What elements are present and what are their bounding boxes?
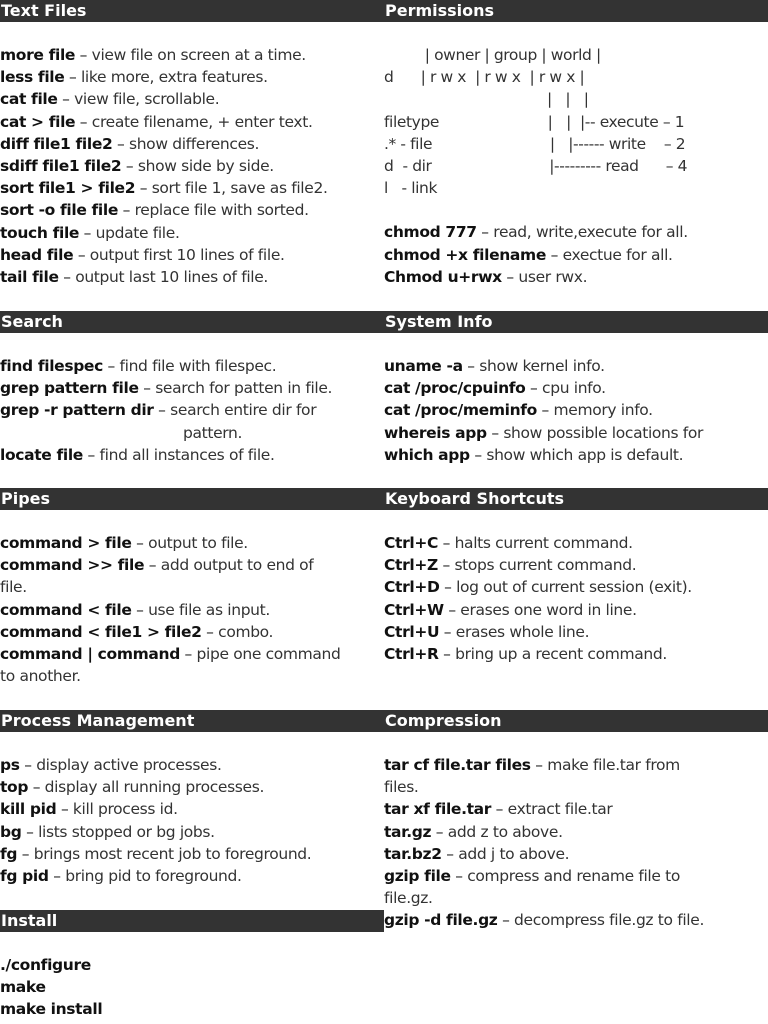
- command-description: sort file 1, save as file2.: [151, 179, 328, 198]
- command-text: tar.bz2: [384, 844, 442, 863]
- permissions-diagram-line: .* - file | |------ write – 2: [384, 134, 686, 153]
- separator-dash: –: [158, 401, 166, 420]
- command-text: command < file1 > file2: [0, 622, 202, 641]
- command-text: make install: [0, 1000, 103, 1019]
- separator-dash: –: [122, 201, 130, 220]
- command-text: fg pid: [0, 867, 49, 886]
- keyboard-shortcuts-list: [384, 510, 768, 665]
- separator-dash: –: [79, 112, 88, 131]
- section-title-text-files: Text Files: [0, 0, 384, 22]
- section-title-install: Install: [0, 910, 384, 932]
- separator-dash: –: [474, 445, 482, 464]
- command-description: find file with filespec.: [119, 357, 277, 375]
- command-text: uname -a: [384, 357, 463, 375]
- command-line: [384, 865, 768, 887]
- command-description: update file.: [95, 223, 180, 242]
- command-text: sdiff file1 file2: [0, 157, 122, 176]
- command-description: exectue for all.: [562, 245, 673, 264]
- command-line: [0, 821, 384, 843]
- separator-dash: –: [442, 556, 450, 575]
- command-text: ps: [0, 756, 20, 774]
- command-text: grep pattern file: [0, 379, 139, 398]
- permissions-diagram-line: | owner | group | world |: [384, 46, 601, 64]
- section-title-search: Search: [0, 311, 384, 333]
- command-line: [0, 377, 384, 399]
- command-text: tar xf file.tar: [384, 800, 492, 819]
- command-description: memory info.: [553, 401, 653, 420]
- section-title-process-management: Process Management: [0, 710, 384, 732]
- command-line: [384, 821, 768, 843]
- command-description: combo.: [218, 622, 274, 641]
- command-text: tar cf file.tar files: [384, 756, 531, 774]
- separator-dash: –: [495, 800, 504, 819]
- command-line: [384, 754, 768, 776]
- command-text: kill pid: [0, 800, 57, 819]
- command-line: [384, 355, 768, 377]
- command-line: [0, 266, 384, 288]
- separator-dash: –: [535, 756, 543, 774]
- command-description: stops current command.: [454, 556, 637, 575]
- command-line: [384, 621, 768, 643]
- separator-dash: –: [136, 600, 144, 619]
- separator-dash: –: [139, 179, 148, 198]
- separator-dash: –: [53, 867, 61, 886]
- command-line: [0, 754, 384, 776]
- separator-dash: –: [481, 223, 489, 242]
- separator-dash: –: [136, 534, 144, 552]
- command-text: tail file: [0, 268, 59, 287]
- section-process-management: [0, 710, 384, 887]
- command-text: diff file1 file2: [0, 134, 113, 153]
- separator-dash: –: [455, 867, 463, 886]
- command-text: cat > file: [0, 112, 76, 131]
- command-description: cpu info.: [542, 379, 606, 398]
- command-text: head file: [0, 245, 74, 264]
- separator-dash: –: [32, 778, 41, 797]
- command-text: Ctrl+Z: [384, 556, 438, 575]
- command-line: [0, 111, 384, 133]
- command-text: find filespec: [0, 357, 103, 375]
- section-keyboard-shortcuts: [384, 488, 768, 665]
- command-description: compress and rename file to: [467, 867, 680, 886]
- separator-dash: –: [83, 223, 92, 242]
- command-description: like more, extra features.: [80, 68, 268, 87]
- command-line: [0, 532, 384, 554]
- command-text: Ctrl+R: [384, 645, 439, 664]
- command-line: [0, 976, 384, 998]
- command-text: sort -o file file: [0, 201, 119, 220]
- command-description: output first 10 lines of file.: [89, 245, 285, 264]
- command-text: bg: [0, 822, 22, 841]
- command-line: [384, 399, 768, 421]
- command-description: lists stopped or bg jobs.: [38, 822, 215, 841]
- section-text-files: [0, 0, 384, 288]
- separator-dash: –: [502, 911, 510, 930]
- command-description: erases whole line.: [455, 622, 590, 641]
- separator-dash: –: [491, 423, 499, 442]
- command-description: bring pid to foreground.: [65, 867, 242, 886]
- command-description: output to file.: [148, 534, 248, 552]
- command-line: [0, 554, 384, 576]
- command-description: add z to above.: [447, 822, 563, 841]
- separator-dash: –: [117, 134, 125, 153]
- command-text: whereis app: [384, 423, 487, 442]
- separator-dash: –: [24, 756, 32, 774]
- command-description: kill process id.: [72, 800, 178, 819]
- command-description: view file, scrollable.: [74, 90, 220, 109]
- section-system-info: [384, 311, 768, 466]
- command-line: [0, 244, 384, 266]
- search-list: [0, 333, 384, 466]
- command-description-continued: file.gz.: [384, 889, 433, 908]
- command-text: command | command: [0, 645, 180, 664]
- command-description: erases one word in line.: [460, 600, 637, 619]
- command-text: command > file: [0, 534, 132, 552]
- system-info-list: [384, 333, 768, 466]
- command-description: show differences.: [128, 134, 260, 153]
- command-line: [384, 444, 768, 466]
- command-description: halts current command.: [454, 534, 633, 552]
- command-text: cat /proc/cpuinfo: [384, 379, 526, 398]
- command-line: [384, 244, 768, 266]
- command-description: show side by side.: [137, 157, 274, 176]
- section-compression: [384, 710, 768, 932]
- command-text: more file: [0, 46, 76, 64]
- separator-dash: –: [442, 534, 450, 552]
- command-line: [0, 643, 384, 665]
- command-text: less file: [0, 68, 65, 87]
- section-title-keyboard-shortcuts: Keyboard Shortcuts: [384, 488, 768, 510]
- separator-dash: –: [125, 157, 134, 176]
- command-text: command < file: [0, 600, 132, 619]
- command-description: search for patten in file.: [155, 379, 333, 398]
- command-description: show which app is default.: [486, 445, 684, 464]
- command-line: [384, 599, 768, 621]
- command-description-continued: to another.: [0, 667, 81, 686]
- separator-dash: –: [443, 622, 452, 641]
- command-line: [384, 554, 768, 576]
- command-description-continued: file.: [0, 578, 27, 597]
- section-title-permissions: Permissions: [384, 0, 768, 22]
- command-description: output last 10 lines of file.: [75, 268, 268, 287]
- command-text: chmod +x filename: [384, 245, 546, 264]
- separator-dash: –: [77, 245, 86, 264]
- command-description: replace file with sorted.: [134, 201, 309, 220]
- command-description: create filename, + enter text.: [91, 112, 313, 131]
- separator-dash: –: [143, 379, 151, 398]
- command-line: [0, 865, 384, 887]
- command-description-continued: files.: [384, 778, 419, 797]
- command-line: [0, 44, 384, 66]
- command-text: command >> file: [0, 556, 145, 575]
- command-line: [0, 599, 384, 621]
- command-text: grep -r pattern dir: [0, 401, 154, 420]
- section-search: [0, 311, 384, 466]
- separator-dash: –: [448, 600, 456, 619]
- section-title-system-info: System Info: [384, 311, 768, 333]
- command-text: Ctrl+D: [384, 578, 440, 597]
- permissions-diagram-line: l - link: [384, 179, 438, 198]
- command-line: [384, 909, 768, 931]
- command-description: add j to above.: [458, 844, 570, 863]
- command-text: top: [0, 778, 29, 797]
- command-line: [0, 776, 384, 798]
- command-line: [384, 422, 768, 444]
- command-line: [384, 266, 768, 288]
- command-description: decompress file.gz to file.: [514, 911, 705, 930]
- separator-dash: –: [148, 556, 157, 575]
- permissions-diagram-line: filetype | | |-- execute – 1: [384, 112, 685, 131]
- separator-dash: –: [62, 90, 70, 109]
- command-description: show kernel info.: [479, 357, 605, 375]
- command-line: [384, 576, 768, 598]
- command-description: user rwx.: [518, 267, 588, 286]
- command-text: tar.gz: [384, 822, 432, 841]
- section-title-compression: Compression: [384, 710, 768, 732]
- command-description: find all instances of file.: [99, 445, 275, 464]
- separator-dash: –: [60, 800, 69, 819]
- separator-dash: –: [530, 379, 538, 398]
- separator-dash: –: [68, 68, 77, 87]
- command-line: [0, 222, 384, 244]
- command-text: fg: [0, 844, 18, 863]
- command-text: which app: [384, 445, 470, 464]
- separator-dash: –: [444, 578, 452, 597]
- command-description: use file as input.: [148, 600, 270, 619]
- command-text: Ctrl+C: [384, 534, 439, 552]
- separator-dash: –: [541, 401, 549, 420]
- separator-dash: –: [550, 245, 558, 264]
- separator-dash: –: [467, 357, 475, 375]
- permissions-list: [384, 199, 768, 288]
- separator-dash: –: [506, 267, 514, 286]
- command-description: extract file.tar: [507, 800, 613, 819]
- command-description: search entire dir for: [170, 401, 317, 420]
- command-description: display active processes.: [36, 756, 222, 774]
- command-line: [384, 643, 768, 665]
- command-description: show possible locations for: [503, 423, 704, 442]
- command-text: make: [0, 978, 46, 997]
- command-description: make file.tar from: [547, 756, 680, 774]
- command-description: bring up a recent command.: [455, 645, 667, 664]
- separator-dash: –: [443, 645, 451, 664]
- command-text: gzip file: [384, 867, 451, 886]
- command-text: locate file: [0, 445, 83, 464]
- separator-dash: –: [446, 844, 454, 863]
- command-line: [0, 133, 384, 155]
- section-install: [0, 910, 384, 1021]
- section-pipes: [0, 488, 384, 687]
- command-line: [0, 621, 384, 643]
- command-text: sort file1 > file2: [0, 179, 136, 198]
- command-line: [0, 177, 384, 199]
- command-description: display all running processes.: [44, 778, 265, 797]
- command-text: Ctrl+W: [384, 600, 444, 619]
- permissions-diagram: [384, 22, 768, 199]
- command-description-continued: pattern.: [183, 423, 243, 442]
- command-text: chmod 777: [384, 223, 477, 242]
- command-text: cat file: [0, 90, 58, 109]
- command-line: [0, 444, 384, 466]
- command-text: touch file: [0, 223, 80, 242]
- command-line: [0, 66, 384, 88]
- command-line: [0, 954, 384, 976]
- command-line: [0, 399, 384, 421]
- command-line: [0, 88, 384, 110]
- separator-dash: –: [435, 822, 444, 841]
- text-files-list: [0, 22, 384, 288]
- command-line: [0, 199, 384, 221]
- command-line: [0, 843, 384, 865]
- command-line: [384, 221, 768, 243]
- section-permissions: [384, 0, 768, 288]
- permissions-diagram-line: | | |: [384, 90, 589, 109]
- command-line: [0, 355, 384, 377]
- command-description: pipe one command: [196, 645, 341, 664]
- separator-dash: –: [87, 445, 95, 464]
- separator-dash: –: [206, 622, 214, 641]
- permissions-diagram-line: d | r w x | r w x | r w x |: [384, 68, 585, 87]
- command-description: add output to end of: [160, 556, 314, 575]
- process-management-list: [0, 732, 384, 887]
- command-description: log out of current session (exit).: [456, 578, 692, 597]
- command-line: [384, 798, 768, 820]
- permissions-diagram-line: d - dir |--------- read – 4: [384, 157, 688, 176]
- compression-list: [384, 732, 768, 932]
- separator-dash: –: [21, 844, 30, 863]
- command-line: [0, 155, 384, 177]
- command-line: [384, 843, 768, 865]
- pipes-list: [0, 510, 384, 687]
- command-description: view file on screen at a time.: [91, 46, 306, 64]
- section-title-pipes: Pipes: [0, 488, 384, 510]
- install-list: [0, 932, 384, 1021]
- command-text: ./configure: [0, 956, 91, 974]
- command-line: [0, 798, 384, 820]
- command-text: Chmod u+rwx: [384, 267, 502, 286]
- command-text: Ctrl+U: [384, 622, 440, 641]
- command-line: [0, 998, 384, 1020]
- command-line: [384, 532, 768, 554]
- separator-dash: –: [107, 357, 115, 375]
- command-description: brings most recent job to foreground.: [33, 844, 312, 863]
- command-line: [384, 377, 768, 399]
- command-description: read, write,execute for all.: [493, 223, 688, 242]
- separator-dash: –: [63, 268, 71, 287]
- separator-dash: –: [26, 822, 34, 841]
- command-text: gzip -d file.gz: [384, 911, 498, 930]
- command-text: cat /proc/meminfo: [384, 401, 537, 420]
- separator-dash: –: [79, 46, 88, 64]
- separator-dash: –: [184, 645, 192, 664]
